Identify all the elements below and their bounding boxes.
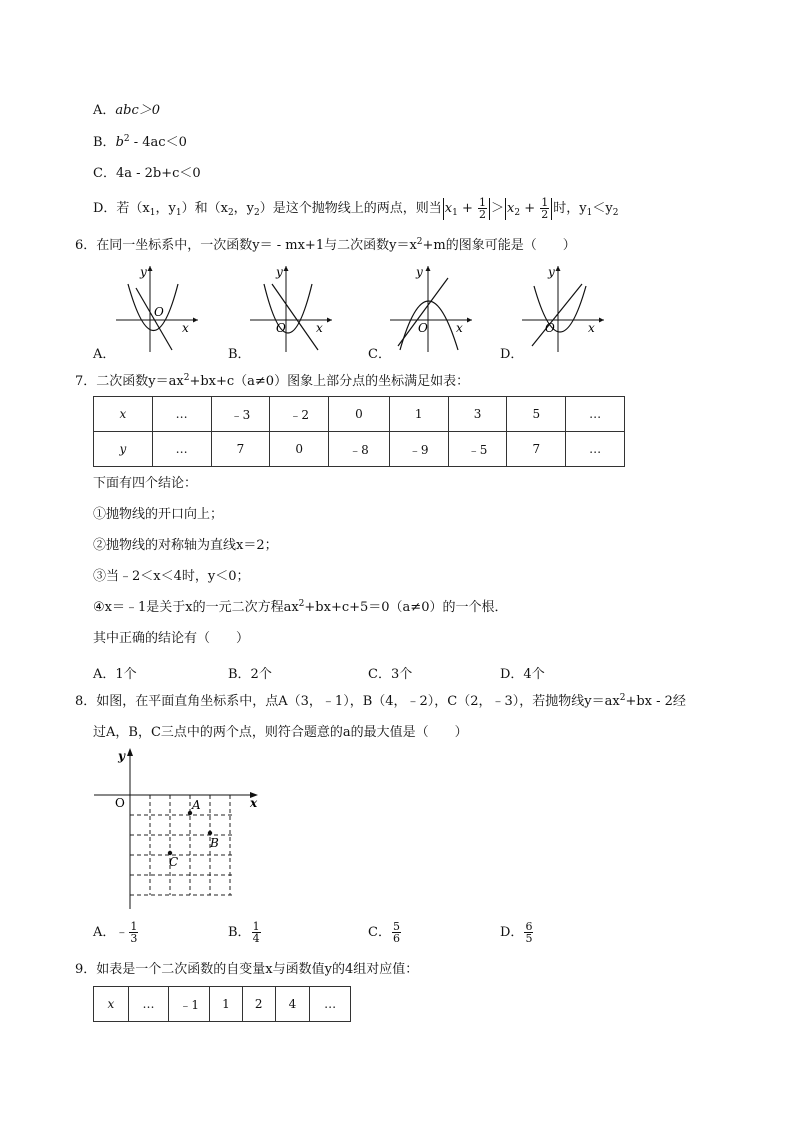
y-axis-label: y: [118, 749, 125, 763]
q8-option-a: A．﹣ $\frac{1}{3}$: [93, 920, 138, 945]
origin-label: O: [545, 321, 555, 335]
q6-graph-c: [388, 262, 474, 354]
q7-conclusion-3: ③当﹣2＜x＜4时，y＜0；: [93, 569, 250, 584]
q8-stem-line2: 过A，B，C三点中的两个点，则符合题意的a的最大值是（ ）: [93, 725, 468, 740]
y-axis-label: y: [276, 265, 283, 279]
q7-stem: 7．二次函数$y=ax^2+bx+c(a\ne 0)$图象上部分点的坐标满足如表：: [75, 373, 470, 389]
point-b: [208, 831, 212, 835]
q7-option-a: A．1个: [93, 667, 137, 682]
q9-table: [93, 986, 351, 1022]
q6-graph-b: [248, 262, 334, 354]
x-axis-label: x: [182, 321, 189, 335]
origin-label: O: [115, 796, 125, 810]
x-axis-label: x: [316, 321, 323, 335]
q9-stem: 9．如表是一个二次函数的自变量x与函数值y的4组对应值：: [75, 962, 419, 977]
q7-conclusion-2: ②抛物线的对称轴为直线x＝2；: [93, 538, 278, 553]
q6-label-b: B．: [228, 347, 251, 362]
q7-option-b: B．2个: [228, 667, 272, 682]
y-axis-label: y: [416, 265, 423, 279]
x-axis-label: x: [588, 321, 595, 335]
q6-graph-d: [520, 262, 606, 354]
q5-option-d: D．若（$x_1$，$y_1$）和（$x_2$，$y_2$）是这个抛物线上的两点，则当 $x_1$ + $\frac{1}{2}$ ＞ $x_2$ + $\frac{1}{2}$ 时，$y_1<y_2$: [93, 196, 619, 221]
q7-conclusion-1: ①抛物线的开口向上；: [93, 507, 224, 522]
q5-option-a: A．abc＞0: [93, 103, 161, 118]
q6-label-a: A．: [93, 347, 116, 362]
q6-graph-a: [114, 262, 200, 354]
table-row: x … ﹣1 1 2 4 …: [94, 987, 351, 1022]
y-axis-label: y: [140, 265, 147, 279]
point-c-label: C: [169, 855, 179, 869]
origin-label: O: [154, 305, 164, 319]
q7-ask: 其中正确的结论有（ ）: [93, 631, 250, 646]
q6-stem: 6．在同一坐标系中，一次函数y＝ - mx+1与二次函数$y=x^2+m$的图象可能是（ ）: [75, 237, 576, 253]
q8-stem-line1: 8．如图，在平面直角坐标系中，点A（3，﹣1），B（4，﹣2），C（2，﹣3），若抛物线$y=ax^2+bx - 2$经: [75, 693, 686, 709]
q8-figure: [92, 744, 264, 914]
origin-label: O: [276, 321, 286, 335]
q5-option-c: C．4a - 2b+c＜0: [93, 166, 201, 181]
q7-option-d: D．4个: [500, 667, 545, 682]
x-axis-label: x: [250, 796, 258, 810]
q8-option-c: C． $\frac{5}{6}$: [368, 920, 400, 945]
q7-intro: 下面有四个结论：: [93, 476, 198, 491]
q5-option-b: B．$b^2 - 4ac<0$: [93, 134, 187, 150]
point-a-label: A: [192, 798, 201, 812]
q6-label-c: C．: [368, 347, 391, 362]
q6-label-d: D．: [500, 347, 524, 362]
y-axis-label: y: [548, 265, 555, 279]
q7-conclusion-4: ④x＝﹣1是关于x的一元二次方程$ax^2+bx+c+5=0(a\ne 0)$的一个根．: [93, 599, 508, 615]
origin-label: O: [418, 321, 428, 335]
table-row: x … ﹣3 ﹣2 0 1 3 5 …: [94, 397, 625, 432]
q8-option-d: D． $\frac{6}{5}$: [500, 920, 533, 945]
q8-option-b: B． $\frac{1}{4}$: [228, 920, 260, 945]
q7-option-c: C．3个: [368, 667, 413, 682]
q7-table: [93, 396, 625, 467]
point-b-label: B: [210, 836, 219, 850]
table-row: y … 7 0 ﹣8 ﹣9 ﹣5 7 …: [94, 432, 625, 467]
x-axis-label: x: [456, 321, 463, 335]
